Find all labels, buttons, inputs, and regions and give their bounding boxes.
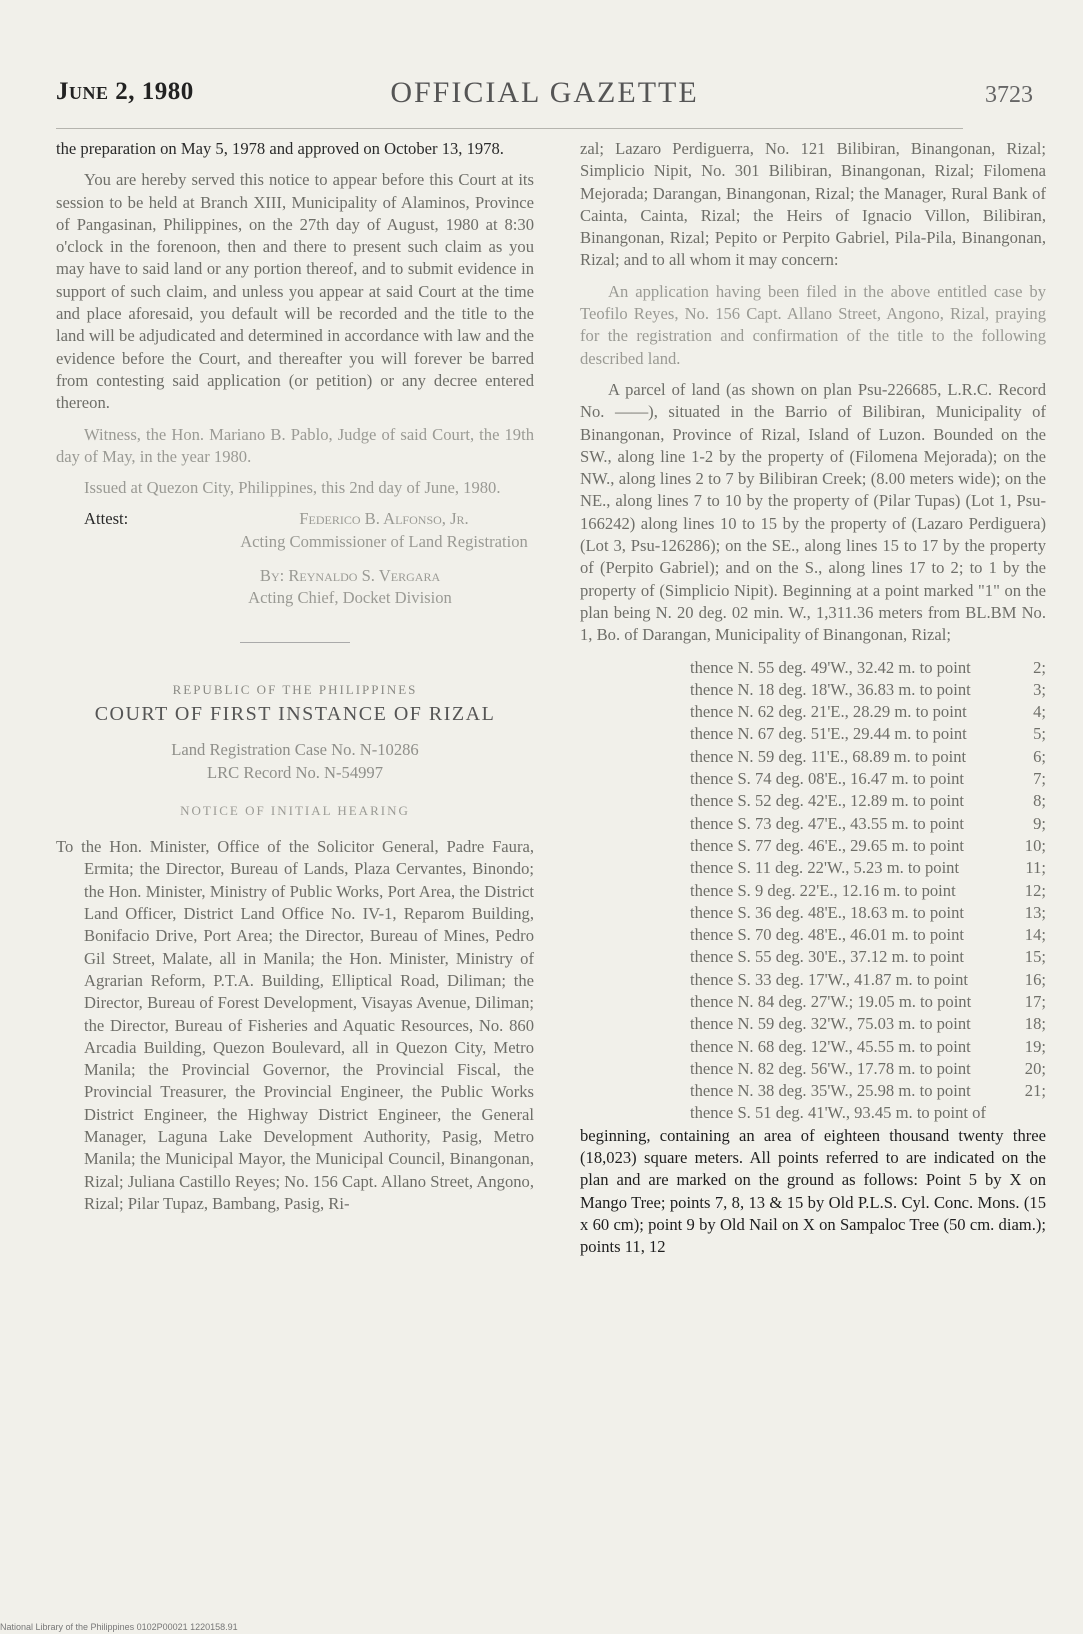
header-publication-title: OFFICIAL GAZETTE: [390, 76, 699, 109]
scan-footer: National Library of the Philippines 0102P00021 1220158.91: [0, 1622, 238, 1632]
bearing-row: [580, 701, 1046, 723]
served-notice-paragraph: You are hereby served this notice to appear before this Court at its session to be held at Branch XIII, Municipality of Alaminos, Province of Pangasinan, Philippines, on the 27th day of August, 1980 at 8:30 o'clock in the forenoon, then and there to present such claim as you may have to said land or any portion thereof, and to submit evidence in support of such claim, and unless you appear at said Court at the time and place aforesaid, you default will be recorded and the title to the land will be adjudicated and determined in accordance with law and the evidence before the Court, and thereafter you will forever be barred from contesting said application (or petition) or any decree entered thereon.: [56, 170, 534, 413]
bearing-course: thence S. 52 deg. 42'E., 12.89 m. to point: [690, 791, 964, 811]
bearing-row: [580, 946, 1046, 968]
bearing-point: 8;: [1033, 791, 1046, 811]
bearing-course: thence S. 51 deg. 41'W., 93.45 m. to point of: [690, 1103, 986, 1123]
notice-title: NOTICE OF INITIAL HEARING: [180, 802, 410, 818]
bearing-course: thence S. 55 deg. 30'E., 37.12 m. to point: [690, 947, 964, 967]
addressees-paragraph: To the Hon. Minister, Office of the Solicitor General, Padre Faura, Ermita; the Director, Bureau of Lands, Plaza Cervantes, Binondo; the Hon. Minister, Ministry of Public Works, Port Area, the District Land Officer, District Land Office No. IV-1, Reparom Building, Bonifacio Drive, Port Area; the Director, Bureau of Mines, Pedro Gil Street, Malate, all in Manila; the Hon. Minister, Ministry of Agrarian Reform, P.T.A. Building, Elliptical Road, Diliman; the Director, Bureau of Forest Development, Visayas Avenue, Diliman; the Director, Bureau of Fisheries and Aquatic Resources, No. 860 Arcadia Building, Quezon Boulevard, all in Quezon City, Metro Manila; the Provincial Governor, the Provincial Fiscal, the Provincial Treasurer, the Provincial Engineer, the Public Works District Engineer, the Highway District Engineer, the General Manager, Laguna Lake Development Authority, Pasig, Metro Manila; the Municipal Mayor, the Municipal Council, Binangonan, Rizal; Juliana Castillo Reyes; No. 156 Capt. Allano Street, Angono, Rizal; Pilar Tupaz, Bambang, Pasig, Ri-: [56, 837, 534, 1213]
bearing-course: thence N. 59 deg. 11'E., 68.89 m. to point: [690, 746, 967, 766]
by-name: By: Reynaldo S. Vergara: [259, 566, 441, 586]
application-paragraph: An application having been filed in the above entitled case by Teofilo Reyes, No. 156 Capt. Allano Street, Angono, Rizal, praying for the registration and confirmation of the title to the following described land.: [580, 281, 1046, 368]
bearing-row: [580, 969, 1046, 991]
lrc-record: LRC Record No. N-54997: [206, 762, 384, 782]
right-column: [580, 138, 1046, 1268]
bearing-row: [580, 679, 1046, 701]
bearing-point: 13;: [1024, 902, 1046, 922]
court-heading: COURT OF FIRST INSTANCE OF RIZAL: [94, 702, 496, 725]
attest-label: Attest:: [84, 509, 129, 529]
bearing-point: 4;: [1033, 702, 1046, 722]
bearing-course: thence N. 68 deg. 12'W., 45.55 m. to point: [690, 1036, 971, 1056]
bearing-point: 5;: [1033, 724, 1046, 744]
bearing-point: 9;: [1033, 813, 1046, 833]
bearing-row: [580, 924, 1046, 946]
bearing-row: [580, 835, 1046, 857]
bearing-course: thence N. 67 deg. 51'E., 29.44 m. to point: [690, 724, 967, 744]
bearing-point: 6;: [1033, 746, 1046, 766]
bearing-course: thence S. 74 deg. 08'E., 16.47 m. to point: [690, 769, 964, 789]
left-column: [56, 138, 534, 1224]
witness-paragraph: Witness, the Hon. Mariano B. Pablo, Judge of said Court, the 19th day of May, in the year 1980.: [56, 424, 534, 466]
addressees-continued: zal; Lazaro Perdiguerra, No. 121 Bilibiran, Binangonan, Rizal; Simplicio Nipit, No. 301 Bilibiran, Binangonan, Rizal; Filomena Mejorada; Darangan, Binangonan, Rizal; the Manager, Rural Bank of Cainta, Cainta, Rizal; the Heirs of Ignacio Villon, Bilibiran, Binangonan, Rizal; Pepito or Perpito Gabriel, Pila-Pila, Binangonan, Rizal; and to all whom it may concern:: [580, 139, 1046, 270]
bearing-row: [580, 902, 1046, 924]
bearing-point: 21;: [1024, 1081, 1046, 1101]
bearing-point: 7;: [1033, 769, 1046, 789]
bearing-row: [580, 991, 1046, 1013]
case-number: Land Registration Case No. N-10286: [171, 740, 419, 760]
bearing-row: [580, 746, 1046, 768]
bearing-row: [580, 813, 1046, 835]
bearing-course: thence N. 82 deg. 56'W., 17.78 m. to point: [690, 1058, 971, 1078]
bearing-course: thence N. 62 deg. 21'E., 28.29 m. to point: [690, 702, 967, 722]
attest-title: Acting Commissioner of Land Registration: [240, 531, 528, 551]
attest-block: [56, 508, 534, 553]
bearing-point: 12;: [1024, 880, 1046, 900]
republic-heading: REPUBLIC OF THE PHILIPPINES: [172, 681, 418, 697]
bearings-list: [580, 657, 1046, 1103]
continuation-paragraph: the preparation on May 5, 1978 and approved on October 13, 1978.: [56, 139, 504, 158]
bearing-row: [580, 1036, 1046, 1058]
bearing-row: [580, 857, 1046, 879]
bearing-course: thence S. 9 deg. 22'E., 12.16 m. to point: [690, 880, 956, 900]
bearing-row: [580, 768, 1046, 790]
land-description: A parcel of land (as shown on plan Psu-226685, L.R.C. Record No. ——), situated in the Barrio of Bilibiran, Municipality of Binangonan, Province of Rizal, Island of Luzon. Bounded on the SW., along line 1-2 by the property of (Filomena Mejorada); on the NW., along lines 2 to 7 by Bilibiran Creek; (8.00 meters wide); on the NE., along lines 7 to 10 by the property of (Pilar Tupas) (Lot 1, Psu-166242) along lines 10 to 15 by the property of (Lazaro Perdiguera) (Lot 3, Psu-126286); on the SE., along lines 15 to 17 by the property of (Perpito Gabriel); and on the S., along lines 17 to 2; to 1 by the property of (Simplicio Nipit). Beginning at a point marked "1" on the plan being N. 20 deg. 02 min. W., 1,311.36 meters from BL.BM No. 1, Bo. of Darangan, Municipality of Binangonan, Rizal;: [580, 379, 1046, 645]
bearing-point: 20;: [1024, 1058, 1046, 1078]
closing-paragraph: beginning, containing an area of eighteen thousand twenty three (18,023) square meters. All points referred to are indicated on the plan and are marked on the ground as follows: Point 5 by X on Mango Tree; points 7, 8, 13 & 15 by Old P.L.S. Cyl. Conc. Mons. (15 x 60 cm); point 9 by Old Nail on X on Sampaloc Tree (50 cm. diam.); points 11, 12: [580, 1125, 1046, 1257]
bearing-row: [580, 790, 1046, 812]
bearing-point: 15;: [1024, 947, 1046, 967]
issued-paragraph: Issued at Quezon City, Philippines, this 2nd day of June, 1980.: [84, 478, 501, 498]
bearing-course: thence S. 11 deg. 22'W., 5.23 m. to point: [690, 858, 960, 878]
bearing-course: thence S. 70 deg. 48'E., 46.01 m. to point: [690, 925, 964, 945]
attest-name: Federico B. Alfonso, Jr.: [299, 509, 469, 529]
bearing-row: [580, 657, 1046, 679]
bearing-course: thence N. 84 deg. 27'W.; 19.05 m. to point: [690, 991, 972, 1011]
bearing-point: 3;: [1033, 679, 1046, 699]
bearing-course: thence S. 77 deg. 46'E., 29.65 m. to point: [690, 835, 964, 855]
header-page-number: 3723: [985, 82, 1033, 108]
bearing-row: [580, 880, 1046, 902]
bearing-course: thence N. 18 deg. 18'W., 36.83 m. to point: [690, 679, 971, 699]
page-header: [56, 72, 1033, 122]
header-rule: [56, 128, 963, 129]
bearing-course: thence N. 38 deg. 35'W., 25.98 m. to point: [690, 1081, 971, 1101]
bearing-final: [580, 1102, 1046, 1124]
header-date: June 2, 1980: [56, 78, 194, 105]
bearing-row: [580, 1058, 1046, 1080]
bearing-row: [580, 1013, 1046, 1035]
bearing-row: [580, 1080, 1046, 1102]
by-block: [166, 565, 534, 610]
bearing-point: 16;: [1024, 969, 1046, 989]
bearing-point: 11;: [1025, 858, 1046, 878]
bearing-point: 17;: [1024, 991, 1046, 1011]
bearing-course: thence S. 36 deg. 48'E., 18.63 m. to point: [690, 902, 964, 922]
bearing-row: [580, 723, 1046, 745]
by-title: Acting Chief, Docket Division: [248, 588, 452, 608]
bearing-course: thence N. 59 deg. 32'W., 75.03 m. to point: [690, 1014, 971, 1034]
bearing-course: thence S. 33 deg. 17'W., 41.87 m. to point: [690, 969, 968, 989]
bearing-point: 18;: [1024, 1014, 1046, 1034]
bearing-course: thence S. 73 deg. 47'E., 43.55 m. to point: [690, 813, 964, 833]
bearing-course: thence N. 55 deg. 49'W., 32.42 m. to point: [690, 657, 971, 677]
bearing-point: 19;: [1024, 1036, 1046, 1056]
bearing-point: 10;: [1024, 835, 1046, 855]
bearing-point: 14;: [1024, 925, 1046, 945]
bearing-point: 2;: [1033, 657, 1046, 677]
section-divider: [240, 642, 350, 643]
